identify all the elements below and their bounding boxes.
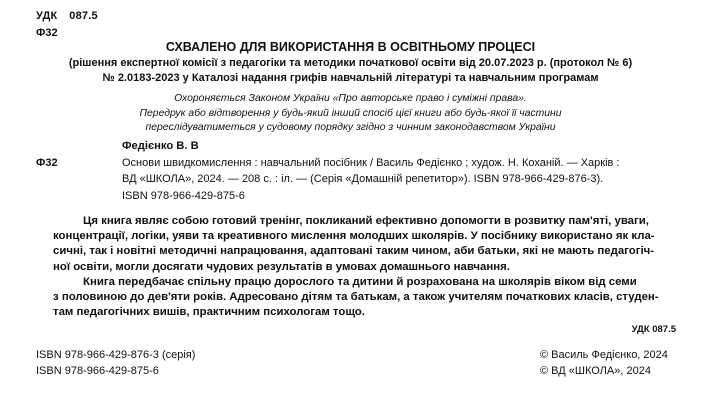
udk-label: УДК <box>36 10 58 22</box>
approval-catalog-line: № 2.0183-2023 у Каталозі надання грифів навчальній літературі та навчальним програмам <box>102 72 599 84</box>
approval-decision-line: (рішення експертної комісії з педагогіки та методики початкової освіти від 20.07.2023 р. (протокол № 6) <box>68 57 633 69</box>
udk-code-top <box>36 10 98 22</box>
bibliographic-classification: Ф32 <box>36 157 58 169</box>
annotation-line: Книга передбачає спільну працю дорослого та дитини й розрахована на школярів віком від семи <box>83 275 637 288</box>
library-classification: Ф32 <box>36 27 58 39</box>
reproduction-warning-line: Передрук або відтворення у будь-який інший спосіб цієї книги або будь-якої її частини <box>139 108 562 119</box>
bibliographic-isbn: ISBN 978-966-429-875-6 <box>122 190 245 202</box>
bibliographic-description-line-2: ВД «ШКОЛА», 2024. — 208 с. : іл. — (Серія «Домашній репетитор»). ISBN 978-966-429-876-3). <box>122 173 604 185</box>
annotation-line: ної освіти, могли досягати чудових результатів в умовах домашнього навчання. <box>53 260 510 273</box>
udk-value-bottom: 087.5 <box>652 324 676 335</box>
isbn-series: ISBN 978-966-429-876-3 (серія) <box>36 349 196 361</box>
approval-title: СХВАЛЕНО ДЛЯ ВИКОРИСТАННЯ В ОСВІТНЬОМУ ПРОЦЕСІ <box>165 40 536 54</box>
udk-value: 087.5 <box>69 10 98 22</box>
copyright-author: © Василь Федієнко, 2024 <box>540 349 668 361</box>
bibliographic-description-line-1: Основи швидкомислення : навчальний посібник / Василь Федієнко ; худож. Н. Коханій. — Харків : <box>122 157 620 169</box>
isbn-book: ISBN 978-966-429-875-6 <box>36 365 159 377</box>
udk-label-bottom: УДК <box>631 324 650 335</box>
annotation-line: Ця книга являє собою готовий тренінг, покликаний ефективно допомогти в розвитку пам'яті, уваги, <box>83 215 649 227</box>
annotation-line: концентрації, логіки, уяви та креативного мислення молодших школярів. У посібнику використано як кла- <box>53 230 655 243</box>
udk-code-bottom <box>632 324 676 335</box>
annotation-line: сичні, так і новітні методичні напрацювання, адаптовані таким чином, аби батьки, які не мають педагогіч- <box>53 245 655 258</box>
copyright-law-line: Охороняється Законом України «Про авторське право і суміжні права». <box>174 93 527 104</box>
copyright-publisher: © ВД «ШКОЛА», 2024 <box>540 365 651 377</box>
prosecution-warning-line: переслідуватиметься у судовому порядку згідно з чинним законодавством України <box>145 122 556 133</box>
annotation-line: там педагогічних вишів, практичним психологам тощо. <box>53 306 365 319</box>
bibliographic-author: Федієнко В. В <box>122 140 199 152</box>
annotation <box>53 214 673 320</box>
annotation-line: з половиною до дев'яти років. Адресовано дітям та батькам, а також учителям початкових класів, студен- <box>53 291 659 304</box>
